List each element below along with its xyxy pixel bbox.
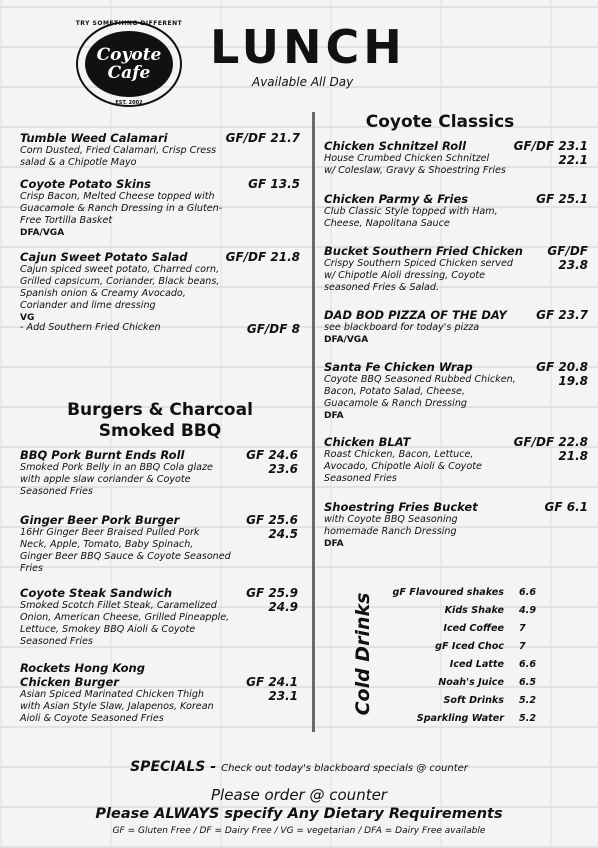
- menu-item-description: Club Classic Style topped with Ham,: [324, 206, 498, 217]
- menu-item-price-alt: 23.8: [558, 258, 588, 272]
- menu-title: LUNCH: [210, 20, 406, 74]
- menu-item-description: Spanish onion & Creamy Avocado,: [20, 288, 186, 299]
- menu-item-description: Fries: [20, 563, 44, 574]
- menu-item-description: Roast Chicken, Bacon, Lettuce,: [324, 449, 474, 460]
- menu-item-description: homemade Ranch Dressing: [324, 526, 457, 537]
- drink-price: 7: [519, 623, 526, 634]
- burgers-section-heading: [40, 400, 280, 442]
- specials-line: [0, 756, 598, 775]
- menu-item-price: GF 25.9: [246, 586, 298, 600]
- menu-item-description: w/ Chipotle Aioli dressing, Coyote: [324, 270, 486, 281]
- menu-item-description: Corn Dusted, Fried Calamari, Crisp Cress: [20, 145, 217, 156]
- menu-item-description: Coriander and lime dressing: [20, 300, 156, 311]
- menu-item-description: House Crumbed Chicken Schnitzel: [324, 153, 490, 164]
- menu-item-description: Asian Spiced Marinated Chicken Thigh: [20, 689, 205, 700]
- menu-item-price: GF/DF 23.1: [513, 139, 588, 153]
- menu-item-description: Crispy Southern Spiced Chicken served: [324, 258, 513, 269]
- menu-item-description: salad & a Chipotle Mayo: [20, 157, 137, 168]
- menu-item-name: Chicken BLAT: [324, 435, 411, 449]
- cafe-logo: [70, 14, 188, 110]
- drink-name: Sparkling Water: [416, 713, 504, 724]
- menu-item-name: Coyote Potato Skins: [20, 177, 151, 191]
- menu-item-description: Crisp Bacon, Melted Cheese topped with: [20, 191, 215, 202]
- drink-name: Iced Coffee: [443, 623, 504, 634]
- menu-item-price-alt: 23.6: [268, 462, 298, 476]
- menu-item-name: Ginger Beer Pork Burger: [20, 513, 180, 527]
- specials-text: Check out today's blackboard specials @ counter: [221, 763, 468, 774]
- order-instruction: Please order @ counter: [211, 786, 387, 804]
- menu-item-description: Guacamole & Ranch Dressing in a Gluten-: [20, 203, 223, 214]
- drink-price: 6.5: [519, 677, 536, 688]
- menu-item-description: Smoked Pork Belly in an BBQ Cola glaze: [20, 462, 213, 473]
- menu-item-name: Cajun Sweet Potato Salad: [20, 250, 188, 264]
- menu-item-price: GF 25.1: [536, 192, 588, 206]
- menu-item-description: Seasoned Fries: [20, 486, 93, 497]
- drink-name: Iced Latte: [449, 659, 504, 670]
- menu-item-description: Seasoned Fries: [20, 636, 93, 647]
- menu-item-price: GF 13.5: [248, 177, 300, 191]
- dietary-tag: DFA/VGA: [20, 228, 65, 238]
- drink-name: Kids Shake: [444, 605, 504, 616]
- menu-item-description: with Asian Style Slaw, Jalapenos, Korean: [20, 701, 214, 712]
- dietary-notice: Please ALWAYS specify Any Dietary Requirements: [95, 806, 503, 822]
- menu-item-name: BBQ Pork Burnt Ends Roll: [20, 448, 185, 462]
- dietary-tag: DFA: [324, 539, 344, 549]
- cold-drinks-heading-text: Cold Drinks: [352, 592, 374, 716]
- menu-item-price-alt: 21.8: [558, 449, 588, 463]
- menu-item-price-alt: 24.5: [268, 527, 298, 541]
- logo-established: EST. 2002: [115, 100, 143, 106]
- menu-item-name: Rockets Hong Kong Chicken Burger: [20, 661, 145, 689]
- classics-section-heading: Coyote Classics: [365, 112, 515, 132]
- column-divider: [312, 112, 315, 732]
- menu-item-price: GF/DF: [547, 244, 588, 258]
- menu-item-price: GF 24.1: [246, 675, 298, 689]
- menu-item-description: Ginger Beer BBQ Sauce & Coyote Seasoned: [20, 551, 231, 562]
- menu-item-description: Onion, American Cheese, Grilled Pineapple,: [20, 612, 230, 623]
- menu-item-name: Chicken Schnitzel Roll: [324, 139, 467, 153]
- menu-item-price: GF/DF 21.8: [225, 250, 300, 264]
- menu-item-description: Aioli & Coyote Seasoned Fries: [20, 713, 164, 724]
- menu-item-description: Bacon, Potato Salad, Cheese,: [324, 386, 465, 397]
- menu-item-price-alt: 22.1: [558, 153, 588, 167]
- logo-name-line1: Coyote: [96, 45, 162, 65]
- menu-item: [20, 661, 290, 725]
- drink-price: 6.6: [519, 587, 536, 598]
- menu-item-description: Guacamole & Ranch Dressing: [324, 398, 468, 409]
- menu-item-name: DAD BOD PIZZA OF THE DAY: [324, 308, 507, 322]
- menu-item-description: Cheese, Napolitana Sauce: [324, 218, 450, 229]
- menu-item-name: Bucket Southern Fried Chicken: [324, 244, 523, 258]
- menu-item-description: Lettuce, Smokey BBQ Aioli & Coyote: [20, 624, 196, 635]
- drink-name: Noah's Juice: [438, 677, 504, 688]
- menu-item-description: Grilled capsicum, Coriander, Black beans,: [20, 276, 220, 287]
- menu-item-price: GF 23.7: [536, 308, 588, 322]
- drink-price: 5.2: [519, 713, 536, 724]
- menu-item-description: Free Tortilla Basket: [20, 215, 113, 226]
- menu-item-name: Chicken Parmy & Fries: [324, 192, 469, 206]
- menu-item-price: GF 20.8: [536, 360, 588, 374]
- menu-item-name: Santa Fe Chicken Wrap: [324, 360, 473, 374]
- dietary-tag: DFA/VGA: [324, 335, 369, 345]
- drink-price: 5.2: [519, 695, 536, 706]
- menu-item-price: GF 25.6: [246, 513, 298, 527]
- drink-name: gF Iced Choc: [435, 641, 504, 652]
- burgers-heading-line1: Burgers & Charcoal: [67, 400, 253, 420]
- drink-name: gF Flavoured shakes: [392, 587, 504, 598]
- menu-item-description: Avocado, Chipotle Aioli & Coyote: [324, 461, 482, 472]
- menu-item-description: Coyote BBQ Seasoned Rubbed Chicken,: [324, 374, 516, 385]
- menu-item-price-alt: 19.8: [558, 374, 588, 388]
- drink-name: Soft Drinks: [443, 695, 504, 706]
- menu-item-description: with apple slaw coriander & Coyote: [20, 474, 191, 485]
- logo-tagline: TRY SOMETHING DIFFERENT: [75, 20, 183, 27]
- drink-price: 4.9: [519, 605, 536, 616]
- menu-item-description: 16Hr Ginger Beer Braised Pulled Pork: [20, 527, 200, 538]
- dietary-legend: GF = Gluten Free / DF = Dairy Free / VG = vegetarian / DFA = Dairy Free available: [112, 826, 486, 836]
- menu-item-description: - Add Southern Fried Chicken: [20, 322, 161, 333]
- menu-item-name: Tumble Weed Calamari: [20, 131, 168, 145]
- drink-price: 6.6: [519, 659, 536, 670]
- drink-price: 7: [519, 641, 526, 652]
- menu-item: [324, 500, 580, 550]
- cold-drinks-heading: [350, 588, 376, 720]
- dietary-tag: DFA: [324, 411, 344, 421]
- menu-item-description: Neck, Apple, Tomato, Baby Spinach,: [20, 539, 194, 550]
- menu-item-price: GF/DF 8: [246, 322, 300, 336]
- dietary-tag: VG: [20, 313, 35, 323]
- menu-item-price: GF 6.1: [544, 500, 588, 514]
- burgers-heading-line2: Smoked BBQ: [98, 421, 222, 441]
- menu-item: [324, 244, 580, 294]
- menu-item-price-alt: 23.1: [268, 689, 298, 703]
- specials-label: SPECIALS -: [130, 759, 217, 775]
- menu-item-name: Shoestring Fries Bucket: [324, 500, 478, 514]
- menu-item-description: w/ Coleslaw, Gravy & Shoestring Fries: [324, 165, 506, 176]
- menu-item-price: GF/DF 21.7: [225, 131, 300, 145]
- menu-item-price: GF 24.6: [246, 448, 298, 462]
- menu-subtitle: Available All Day: [252, 75, 354, 89]
- menu-item-description: Smoked Scotch Fillet Steak, Caramelized: [20, 600, 217, 611]
- menu-item-name: Coyote Steak Sandwich: [20, 586, 173, 600]
- menu-item-description: with Coyote BBQ Seasoning: [324, 514, 458, 525]
- menu-item-description: Seasoned Fries: [324, 473, 397, 484]
- menu-item-price: GF/DF 22.8: [513, 435, 588, 449]
- menu-item-description: see blackboard for today's pizza: [324, 322, 480, 333]
- menu-item-price-alt: 24.9: [268, 600, 298, 614]
- menu-item-description: seasoned Fries & Salad.: [324, 282, 440, 293]
- logo-name-line2: Cafe: [107, 63, 151, 83]
- menu-item-description: Cajun spiced sweet potato, Charred corn,: [20, 264, 220, 275]
